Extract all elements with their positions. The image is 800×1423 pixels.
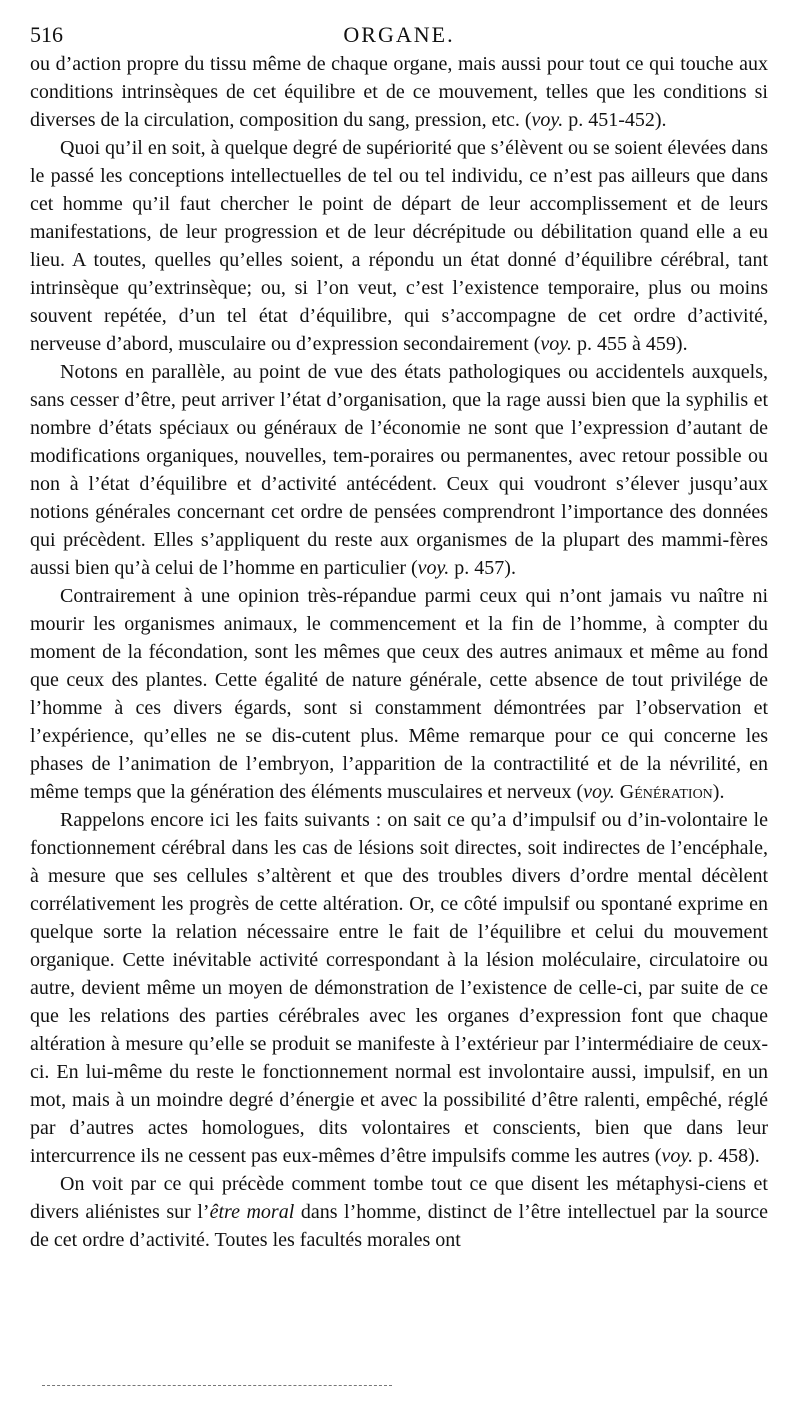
text-segment: Contrairement à une opinion très-répandue parmi ceux qui n’ont jamais vu naître ni mourir les organismes animaux, le commencement et la fin de l’homme, à compter du moment de la fécondation, sont les mêmes que ceux des autres animaux et même au fond que ceux des plantes. Cette égalité de nature générale, cette absence de tout privilége de l’homme à ces divers égards, sont si constamment démontrées par l’observation et l’expérience, qu’elles ne se dis-cutent plus. Même remarque pour ce qui concerne les phases de l’animation de l’embryon, l’apparition de la contractilité et de la névrilité, en même temps que la génération des éléments musculaires et nerveux ( xyxy=(30,585,768,803)
text-segment: p. 451-452). xyxy=(563,109,667,131)
text-segment: Rappelons encore ici les faits suivants : on sait ce qu’a d’impulsif ou d’in-volontaire le fonctionnement cérébral dans les cas de lésions soit directes, soit indirectes de l’encéphale, à mesure que ses cellules s’altèrent et que des troubles divers d’ordre mental décèlent corrélativement les progrès de cette altération. Or, ce côté impulsif ou spontané exprime en quelque sorte la relation nécessaire entre le fait de l’équilibre et celui du mouvement organique. Cette inévitable activité correspondant à la lésion moléculaire, circulatoire ou autre, devient même un moyen de démonstration de l’existence de celle-ci, par suite de ce que les relations des parties cérébrales avec les organes d’expression font que chaque altération à mesure qu’elle se produit se manifeste à l’extérieur par l’intermédiaire de ceux-ci. En lui-même du reste le fonctionnement normal est involontaire aussi, impulsif, en un mot, mais à un moindre degré d’énergie et avec la possibilité d’être ralenti, empêché, réglé par d’autres actes homologues, dits volontaires et conscients, bien que dans leur intercurrence ils ne cessent pas eux-mêmes d’être impulsifs comme les autres ( xyxy=(30,809,768,1167)
page-header xyxy=(30,20,768,50)
body-text xyxy=(30,50,768,1254)
book-page xyxy=(30,20,768,1254)
reference-abbrev: voy. xyxy=(583,781,615,803)
paragraph xyxy=(30,806,768,1170)
reference-abbrev: voy. xyxy=(540,333,573,355)
text-segment: ). xyxy=(712,781,725,803)
paragraph xyxy=(30,582,768,806)
reference-abbrev: voy. xyxy=(531,109,564,131)
text-segment: Quoi qu’il en soit, à quelque degré de supériorité que s’élèvent ou se soient élevées dans le passé les conceptions intellectuelles de tel ou tel individu, ce n’est pas ailleurs que dans cet homme qu’il faut chercher le point de départ de leur accomplissement et de leurs manifestations, de leur progression et de leur décrépitude ou débilitation quand elle a eu lieu. A toutes, quelles qu’elles soient, a répondu un état donné d’équilibre cérébral, tant intrinsèque qu’extrinsèque; ou, si l’on veut, c’est l’existence temporaire, plus ou moins souvent repétée, d’un tel état d’équilibre, qui s’accompagne de cet ordre d’activité, nerveuse d’abord, musculaire ou d’expression secondairement ( xyxy=(30,137,768,355)
paragraph xyxy=(30,134,768,358)
paragraph xyxy=(30,358,768,582)
running-head: ORGANE. xyxy=(343,22,455,47)
reference-abbrev: voy. xyxy=(661,1145,694,1167)
text-segment: On voit par ce qui précède comment tombe tout ce que disent les métaphysi-ciens et divers aliénistes sur l’ xyxy=(30,1173,768,1223)
paragraph xyxy=(30,1170,768,1254)
footer-rule xyxy=(42,1385,392,1386)
text-segment: p. 457). xyxy=(449,557,516,579)
text-segment: p. 458). xyxy=(693,1145,760,1167)
text-segment: p. 455 à 459). xyxy=(572,333,688,355)
page-number: 516 xyxy=(30,22,63,47)
paragraph xyxy=(30,50,768,134)
reference-abbrev: voy. xyxy=(417,557,450,579)
text-segment: Notons en parallèle, au point de vue des états pathologiques ou accidentels auxquels, sans cesser d’être, peut arriver l’état d’organisation, que la rage aussi bien que la syphilis et nombre d’états spéciaux ou généraux de l’économie ne sont que l’expression d’autant de modifications organiques, nouvelles, tem-poraires ou permanentes, avec retour possible ou non à l’état d’équilibre et d’activité antécédent. Ceux qui voudront s’élever jusqu’aux notions générales concernant cet ordre de pensées comprendront l’importance des données qui précèdent. Elles s’appliquent du reste aux organismes de la plupart des mammi-fères aussi bien qu’à celui de l’homme en particulier ( xyxy=(30,361,768,579)
text-segment: dans l’homme, distinct de l’être intellectuel par la source de cet ordre d’activité. Toutes les facultés morales ont xyxy=(30,1201,768,1251)
text-segment: ou d’action propre du tissu même de chaque organe, mais aussi pour tout ce qui touche aux conditions intrinsèques de cet équilibre et de ce mouvement, telles que les conditions si diverses de la circulation, composition du sang, pression, etc. ( xyxy=(30,53,768,131)
emphasis: être moral xyxy=(209,1201,295,1223)
cross-reference: Génération xyxy=(619,781,713,803)
